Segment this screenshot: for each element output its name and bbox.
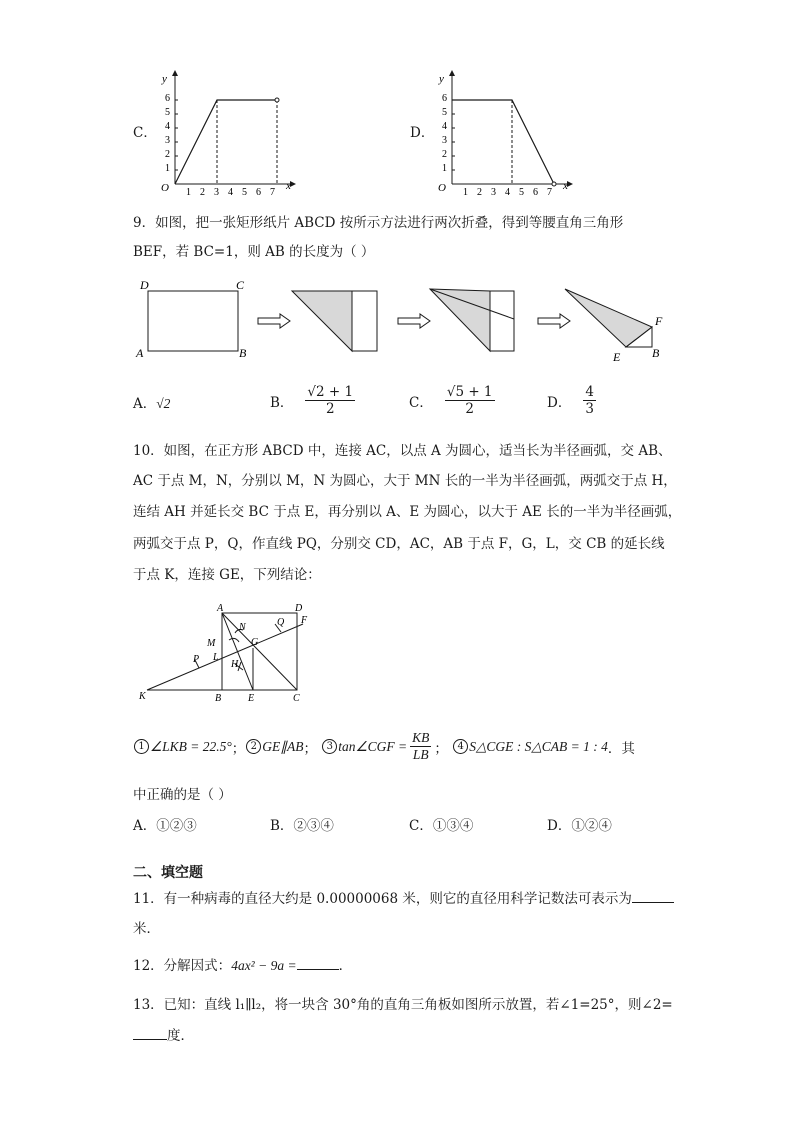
arrow-icon: [398, 314, 430, 328]
label-c: C: [293, 693, 300, 704]
label-b2: B: [652, 346, 660, 360]
q13-line1: 13．已知：直线 l₁∥l₂，将一块含 30°角的直角三角板如图所示放置，若∠1=25°，则∠2=: [133, 997, 673, 1013]
y-tick: 6: [165, 93, 170, 104]
fold-step1-triangle: [292, 291, 352, 351]
q13-answer-blank[interactable]: [133, 1039, 167, 1040]
q9-folding-figure: [130, 275, 690, 370]
arrow-icon: [538, 314, 570, 328]
q10-question: 中正确的是（ ）: [133, 787, 232, 803]
x-tick: 1: [463, 187, 468, 196]
x-tick: 3: [491, 187, 496, 196]
x-tick: 7: [547, 187, 552, 196]
y-axis-label: y: [439, 73, 444, 85]
graph-option-c: [150, 68, 300, 196]
q10-option-d[interactable]: D．①②④: [547, 818, 612, 834]
graph-option-d: [427, 68, 577, 196]
x-axis-label: x: [286, 180, 291, 192]
label-c: C: [236, 278, 245, 292]
section-title: 二、填空题: [133, 865, 203, 881]
origin-label: O: [438, 182, 446, 194]
label-d: D: [295, 603, 303, 614]
y-tick: 5: [165, 107, 170, 118]
q10-line5: 于点 K，连接 GE，下列结论：: [133, 567, 321, 583]
q10-conclusions: 1 ∠LKB = 22.5° ； 2 GE∥AB ； 3 tan∠CGF = $\frac{KB}{LB}$ ； 4 S△CGE : S△CAB = 1 : 4 ．其: [133, 730, 635, 763]
q11-answer-blank[interactable]: [632, 902, 674, 903]
q9-line2: BEF，若 BC=1，则 AB 的长度为（ ）: [133, 244, 375, 260]
q9-option-c[interactable]: C． $\frac{√5 + 1}{2}$: [409, 384, 493, 417]
q9-option-d[interactable]: D． $\frac{4}{3}$: [547, 384, 594, 417]
label-h: H: [231, 659, 239, 670]
y-tick: 1: [442, 163, 447, 174]
x-tick: 5: [242, 187, 247, 196]
label-p: P: [193, 654, 200, 665]
x-tick: 3: [214, 187, 219, 196]
x-tick: 7: [270, 187, 275, 196]
q13-line2: 度．: [133, 1027, 194, 1045]
label-a: A: [217, 603, 224, 614]
q10-option-a[interactable]: A．①②③: [133, 818, 197, 834]
label-l: L: [213, 652, 219, 663]
q11-line1: 11．有一种病毒的直径大约是 0.00000068 米，则它的直径用科学记数法可表示为: [133, 890, 674, 908]
q12: 12．分解因式：4ax² − 9a = ．: [133, 958, 353, 974]
label-b: B: [215, 693, 222, 704]
option-c-label[interactable]: C．: [133, 125, 157, 141]
label-k: K: [139, 691, 146, 702]
label-g: G: [251, 637, 259, 648]
y-tick: 2: [165, 149, 170, 160]
y-tick: 1: [165, 163, 170, 174]
q9-line1: 9．如图，把一张矩形纸片 ABCD 按所示方法进行两次折叠，得到等腰直角三角形: [133, 215, 624, 231]
q11-line2: 米．: [133, 921, 160, 937]
x-tick: 6: [533, 187, 538, 196]
x-tick: 2: [200, 187, 205, 196]
y-tick: 2: [442, 149, 447, 160]
y-tick: 6: [442, 93, 447, 104]
x-tick: 2: [477, 187, 482, 196]
label-e: E: [613, 350, 621, 364]
q12-answer-blank[interactable]: [297, 969, 339, 970]
label-a: A: [136, 346, 144, 360]
q9-option-a[interactable]: A．√2: [133, 396, 171, 412]
y-tick: 3: [165, 135, 170, 146]
x-tick: 5: [519, 187, 524, 196]
origin-label: O: [161, 182, 169, 194]
label-q: Q: [277, 617, 285, 628]
label-m: M: [207, 638, 216, 649]
y-tick: 3: [442, 135, 447, 146]
label-f: F: [301, 615, 308, 626]
label-f: F: [655, 314, 663, 328]
q10-line1: 10．如图，在正方形 ABCD 中，连接 AC，以点 A 为圆心，适当长为半径画弧，交 AB、: [133, 443, 672, 459]
y-axis-label: y: [162, 73, 167, 85]
q10-line2: AC 于点 M，N，分别以 M，N 为圆心，大于 MN 长的一半为半径画弧，两弧交于点 H，: [133, 473, 677, 489]
label-d: D: [140, 278, 149, 292]
q10-line3: 连结 AH 并延长交 BC 于点 E，再分别以 A、E 为圆心，以大于 AE 长的一半为半径画弧，: [133, 504, 682, 520]
fold-result-triangle: [565, 289, 652, 347]
q10-option-b[interactable]: B．②③④: [270, 818, 334, 834]
q10-line4: 两弧交于点 P，Q，作直线 PQ，分别交 CD，AC，AB 于点 F，G，L，交 CB 的延长线: [133, 536, 665, 552]
x-tick: 4: [505, 187, 510, 196]
label-n: N: [239, 622, 246, 633]
x-tick: 6: [256, 187, 261, 196]
x-tick: 1: [186, 187, 191, 196]
fold-step2-triangle: [430, 289, 490, 351]
arrow-icon: [258, 314, 290, 328]
q9-option-b[interactable]: B． $\frac{√2 + 1}{2}$: [270, 384, 354, 417]
x-axis-label: x: [563, 180, 568, 192]
q10-option-c[interactable]: C．①③④: [409, 818, 474, 834]
q10-square-figure: [135, 600, 320, 710]
x-tick: 4: [228, 187, 233, 196]
label-e: E: [248, 693, 255, 704]
y-tick: 4: [442, 121, 447, 132]
y-tick: 4: [165, 121, 170, 132]
label-b: B: [239, 346, 247, 360]
y-tick: 5: [442, 107, 447, 118]
option-d-label[interactable]: D．: [410, 125, 435, 141]
